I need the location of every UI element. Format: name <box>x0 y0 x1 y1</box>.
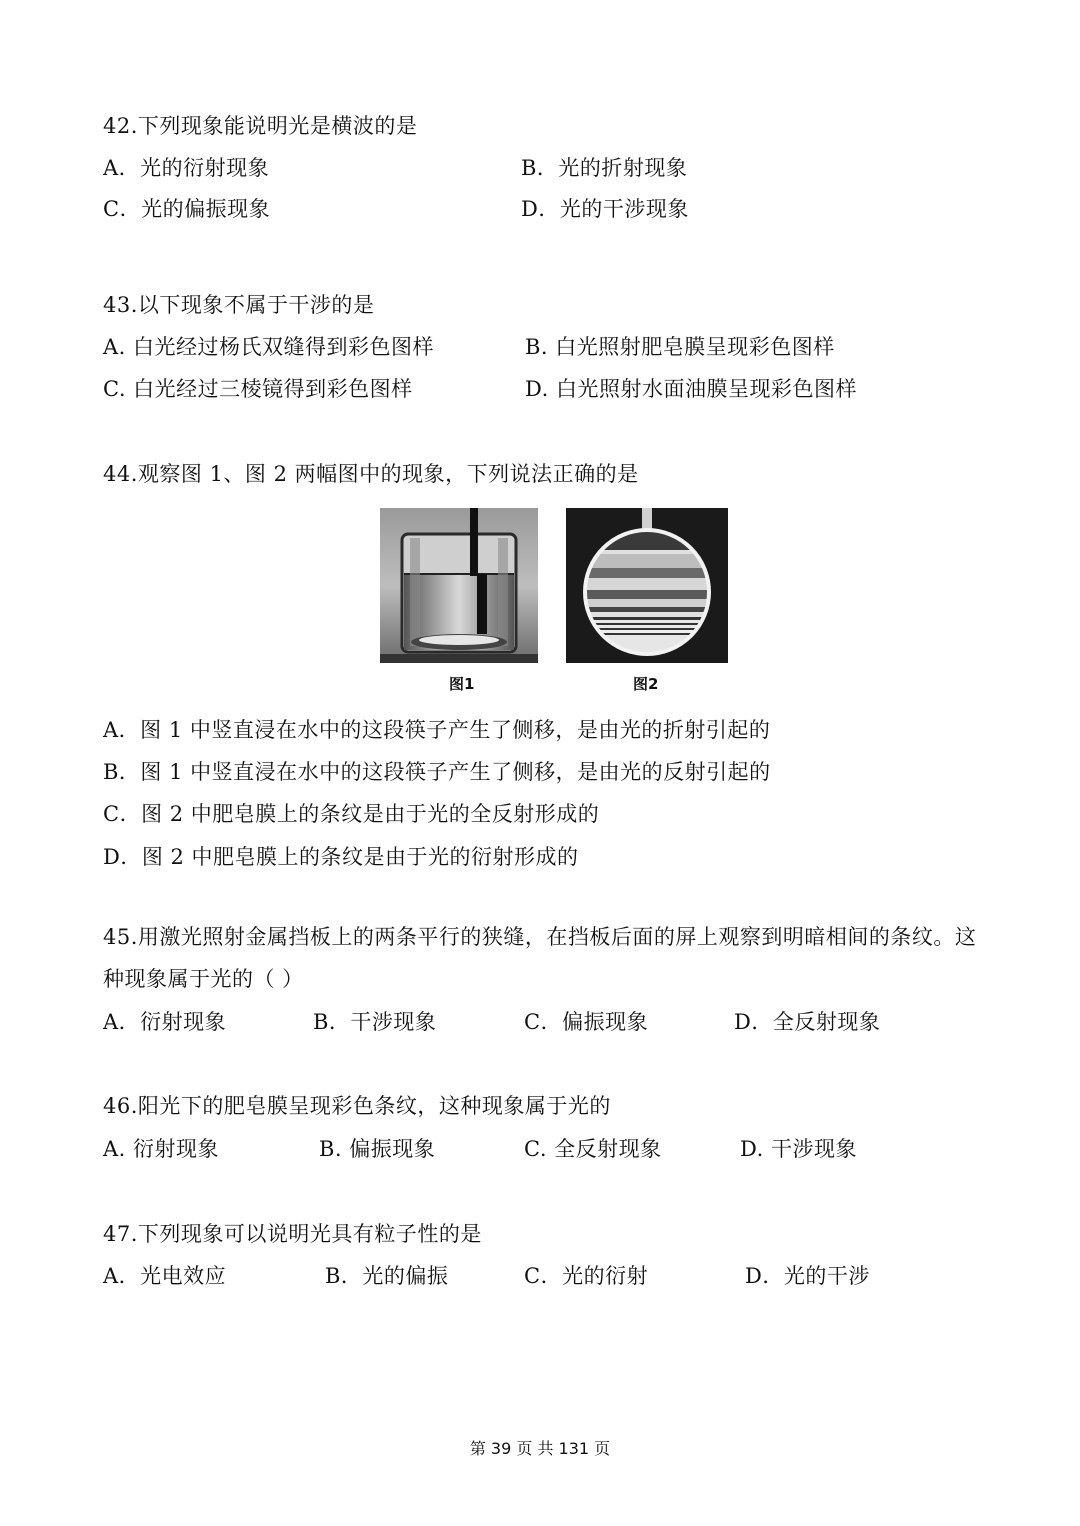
question-42-option-d: D．光的干涉现象 <box>521 197 689 221</box>
question-46-option-a: A. 衍射现象 <box>103 1137 220 1161</box>
question-43-option-d: D. 白光照射水面油膜呈现彩色图样 <box>525 377 857 401</box>
question-46-stem: 46.阳光下的肥皂膜呈现彩色条纹，这种现象属于光的 <box>103 1094 611 1118</box>
question-45-stem-line-2: 种现象属于光的（ ） <box>103 967 304 991</box>
question-42-option-a: A．光的衍射现象 <box>103 156 270 180</box>
question-43-option-b: B. 白光照射肥皂膜呈现彩色图样 <box>525 335 835 359</box>
figure-2-caption: 图2 <box>633 675 659 693</box>
figure-1-caption: 图1 <box>449 675 475 693</box>
figure-1-chopstick-in-water <box>380 508 538 663</box>
question-45-stem-line-1: 45.用激光照射金属挡板上的两条平行的狭缝，在挡板后面的屏上观察到明暗相间的条纹。这 <box>103 925 977 949</box>
question-44-option-c: C．图 2 中肥皂膜上的条纹是由于光的全反射形成的 <box>103 802 600 826</box>
question-47-option-d: D．光的干涉 <box>745 1264 870 1288</box>
question-46-option-d: D. 干涉现象 <box>740 1137 857 1161</box>
question-44-option-b: B．图 1 中竖直浸在水中的这段筷子产生了侧移，是由光的反射引起的 <box>103 760 771 784</box>
figure-2-soap-film <box>566 508 728 663</box>
question-46-option-b: B. 偏振现象 <box>319 1137 436 1161</box>
question-45-option-c: C．偏振现象 <box>524 1010 649 1034</box>
question-47-stem: 47.下列现象可以说明光具有粒子性的是 <box>103 1222 482 1246</box>
question-45-option-d: D．全反射现象 <box>734 1010 881 1034</box>
question-47-option-c: C．光的衍射 <box>524 1264 649 1288</box>
question-47-option-a: A．光电效应 <box>103 1264 227 1288</box>
question-42-option-c: C．光的偏振现象 <box>103 197 271 221</box>
question-45-option-b: B．干涉现象 <box>313 1010 437 1034</box>
question-43-option-a: A. 白光经过杨氏双缝得到彩色图样 <box>103 335 435 359</box>
question-46-option-c: C. 全反射现象 <box>524 1137 662 1161</box>
question-43-stem: 43.以下现象不属于干涉的是 <box>103 293 375 317</box>
question-45-option-a: A．衍射现象 <box>103 1010 227 1034</box>
question-43-option-c: C. 白光经过三棱镜得到彩色图样 <box>103 377 413 401</box>
page-number-footer: 第 39 页 共 131 页 <box>469 1439 611 1458</box>
question-44-option-d: D．图 2 中肥皂膜上的条纹是由于光的衍射形成的 <box>103 845 579 869</box>
question-44-stem: 44.观察图 1、图 2 两幅图中的现象，下列说法正确的是 <box>103 462 639 486</box>
question-42-stem: 42.下列现象能说明光是横波的是 <box>103 114 418 138</box>
question-47-option-b: B．光的偏振 <box>325 1264 449 1288</box>
question-44-option-a: A．图 1 中竖直浸在水中的这段筷子产生了侧移，是由光的折射引起的 <box>103 718 771 742</box>
question-42-option-b: B．光的折射现象 <box>521 156 688 180</box>
